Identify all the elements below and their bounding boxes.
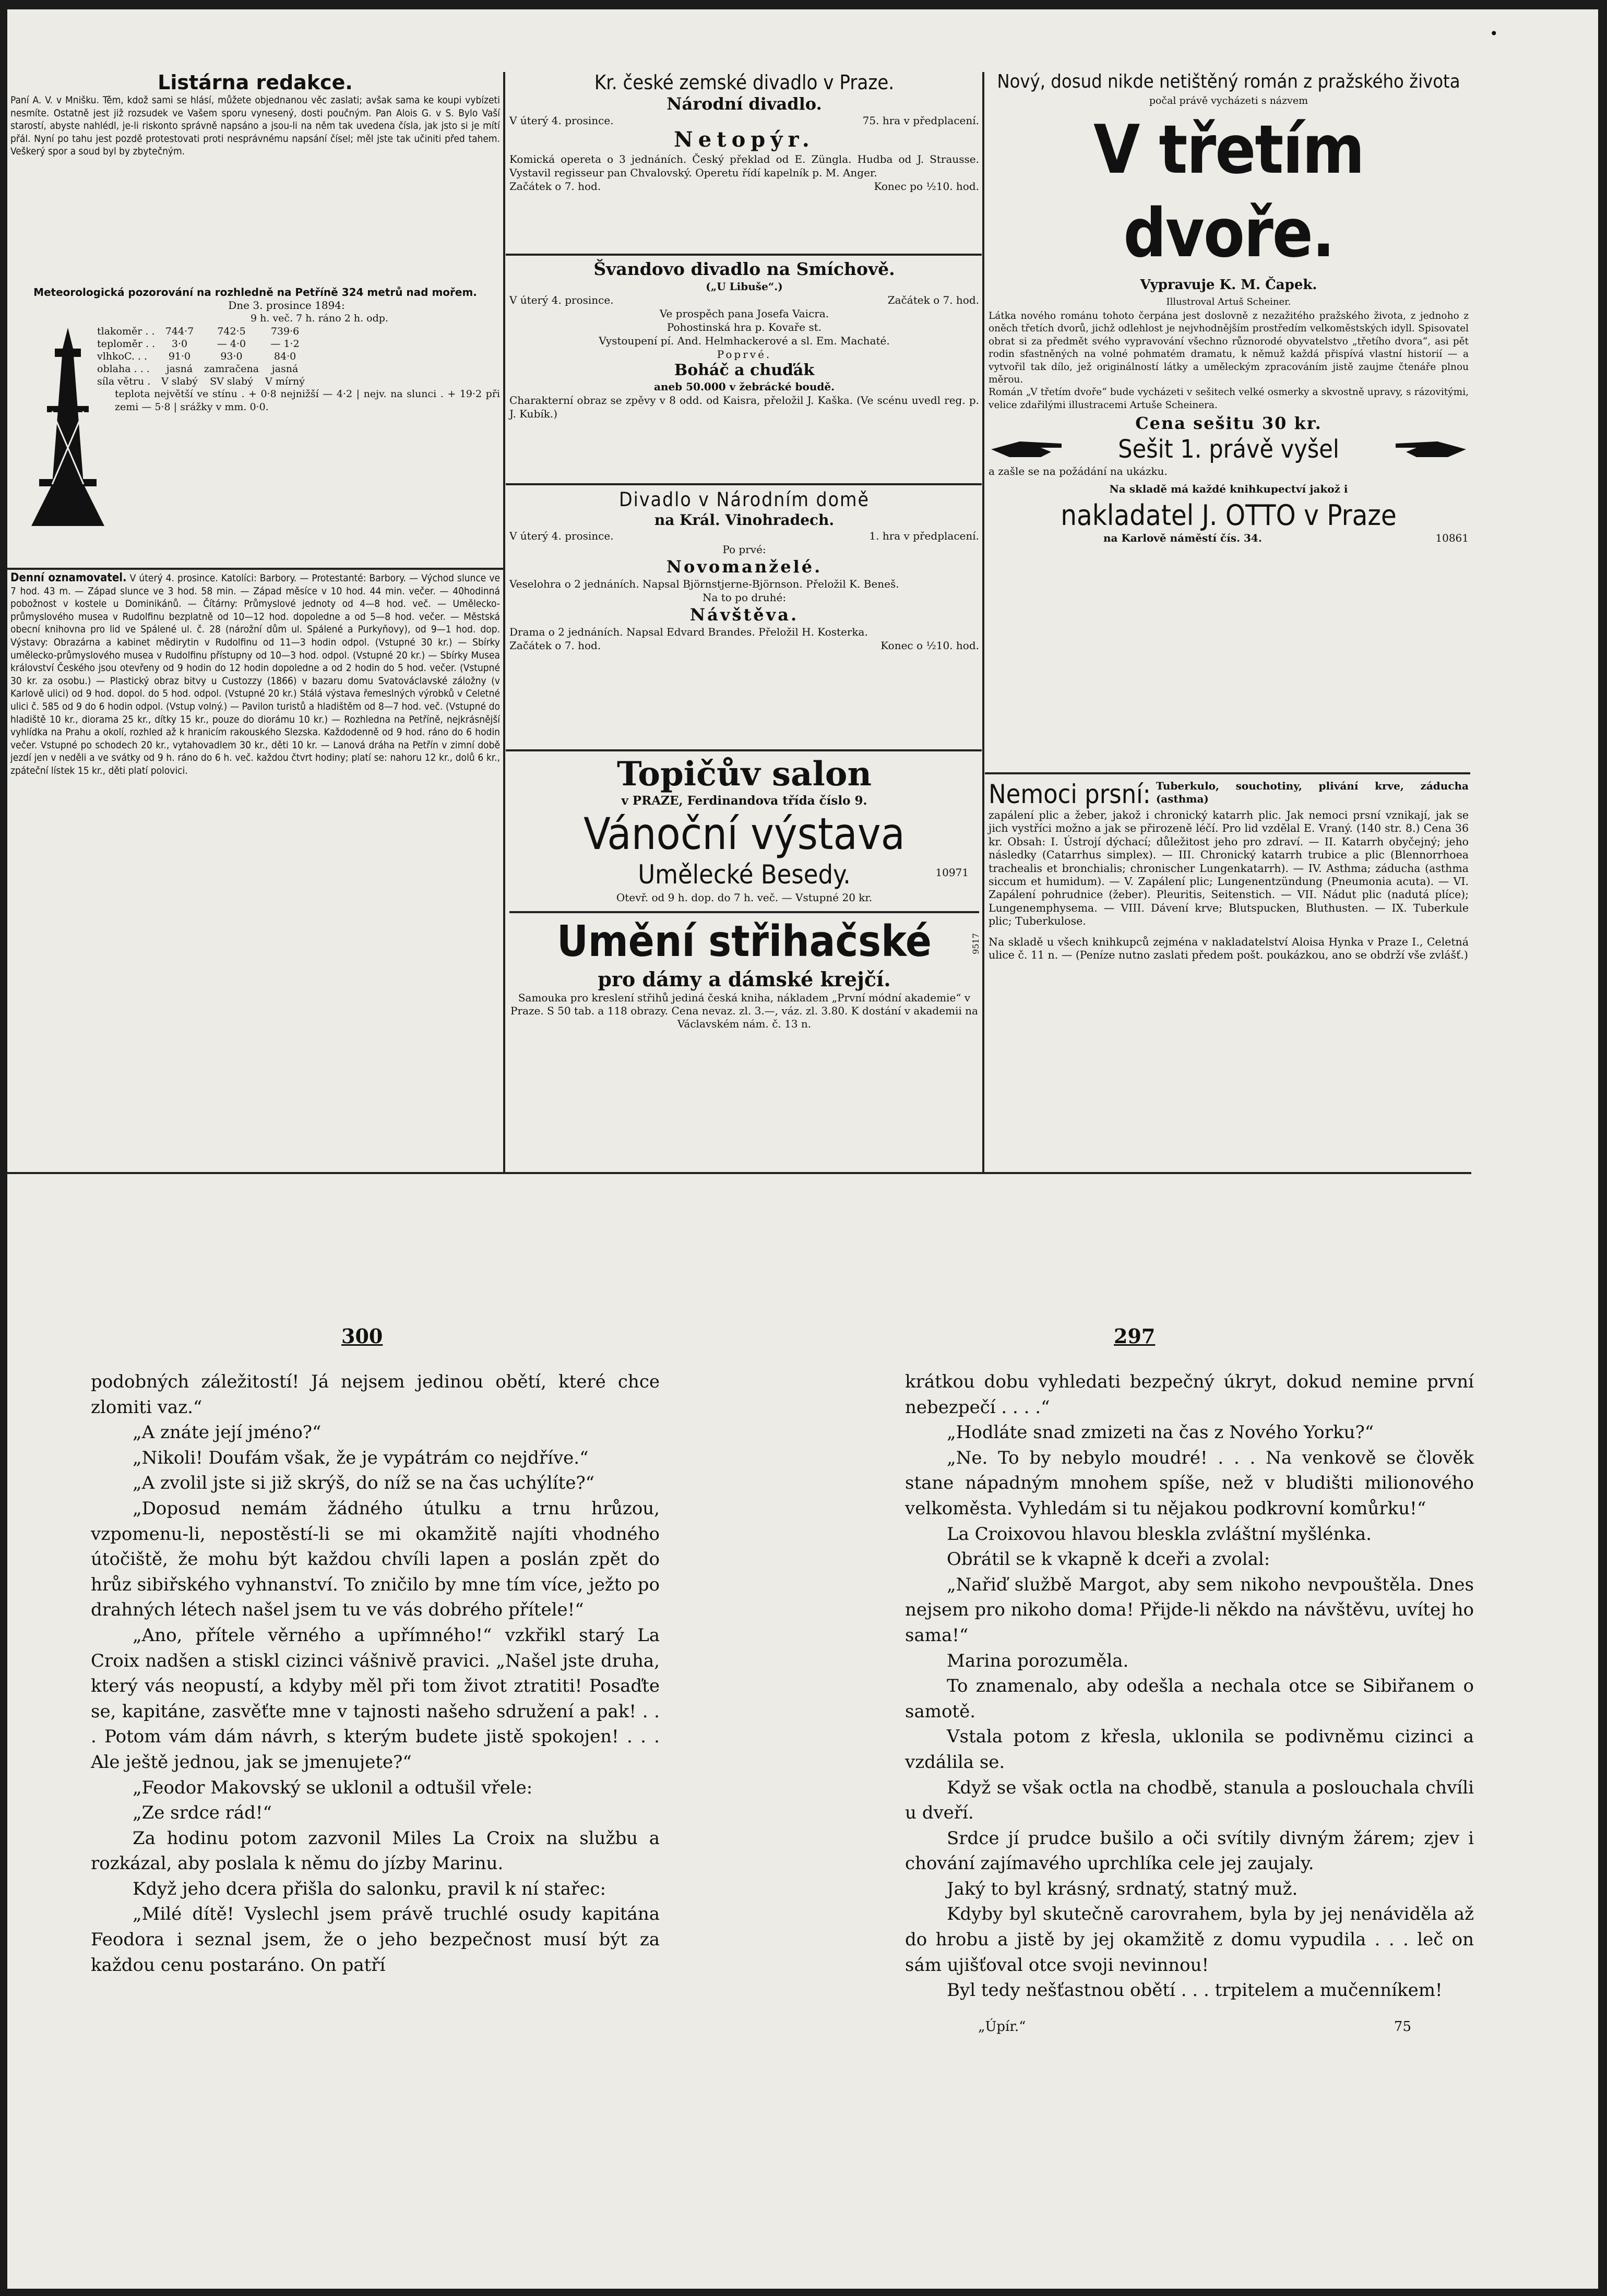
theatre2-sub: („U Libuše“.) bbox=[706, 280, 783, 293]
theatre2-dateline bbox=[509, 293, 979, 307]
medical-text: zapálení plic a žeber, jakož i chronický katarrh plic. Jak nemoci prsní vznikají, jak se jich vystříci možno a jak se přirozeně léčí. Pro lid vzdělal E. Vraný. (140 str. 8.) Cena 36 kr. Obsah: I. Ústrojí dýchací; důležitost jeho pro zdraví. — II. Katarrh obyčejný; jeho následky (Catarrhus simplex). — III. Chronický katarrh trubice a plic (Blennorrhoea trachealis et bronchialis; chronischer Lungenkatarrh). — IV. Asthma; záducha (asthma siccum et humidum). — V. Zapálení plic; Lungenentzündung (Pneumonia acuta). — VI. Zapálení pohrudnice (žeber). Pleuritis, Seitenstich. — VII. Nádut plic (nadutá plíce); Lungenemphysema. — VIII. Dávení krve; Blutspucken, Bluthusten. — IX. Tuberkule plic; Tuberkulose. bbox=[989, 809, 1469, 928]
novel-illustrator: Illustroval Artuš Scheiner. bbox=[1166, 296, 1291, 307]
story-paragraph: Marina porozuměla. bbox=[947, 1650, 1129, 1671]
theatre1-note: 75. hra v předplacení. bbox=[862, 114, 979, 127]
left-hand-pointer-icon bbox=[989, 436, 1067, 462]
theatre1-dateline bbox=[509, 114, 979, 127]
sample-line: a zašle se na požádání na ukázku. bbox=[989, 465, 1168, 478]
weather-date: Dne 3. prosince 1894: bbox=[228, 299, 345, 312]
issue-row bbox=[989, 435, 1469, 464]
publisher-address: na Karlově náměstí čís. 34. bbox=[1103, 532, 1262, 545]
newspaper-page bbox=[7, 9, 1598, 2289]
weather-value: SV slabý bbox=[210, 376, 253, 387]
story-paragraph: krátkou dobu vyhledati bezpečný úkryt, dokud nemine první nebezpečí . . . .“ bbox=[905, 1371, 1474, 1418]
weather-value: 93·0 bbox=[220, 351, 243, 362]
theatre3-start: Začátek o 7. hod. bbox=[509, 639, 601, 652]
story-paragraph: Za hodinu potom zazvonil Miles La Croix na službu a rozkázal, aby poslala k němu do jízby Marinu. bbox=[91, 1827, 660, 1874]
story-paragraph: „Hodláte snad zmizeti na čas z Nového Yorku?“ bbox=[947, 1422, 1374, 1443]
theatre3-sub: na Král. Vinohradech. bbox=[654, 511, 835, 529]
theatre2-guest2: Vystoupení pí. And. Helmhackerové a sl. Em. Machaté. bbox=[599, 334, 890, 347]
theatre2-guest: Pohostinská hra p. Kovaře st. bbox=[666, 321, 822, 333]
story-paragraph: Byl tedy nešťastnou obětí . . . trpitelem a mučenníkem! bbox=[947, 1980, 1443, 2001]
weather-value: 84·0 bbox=[273, 351, 296, 362]
novel-ad bbox=[989, 71, 1469, 545]
section-rule-col1 bbox=[7, 568, 503, 570]
issue-line: Sešit 1. právě vyšel bbox=[1118, 435, 1339, 464]
weather-value: V slabý bbox=[161, 376, 198, 387]
theatre2-benefit: Ve prospěch pana Josefa Vaicra. bbox=[659, 307, 829, 320]
stock-line: Na skladě má každé knihkupectví jakož i bbox=[1109, 483, 1348, 496]
publisher: nakladatel J. OTTO v Praze bbox=[1061, 499, 1397, 532]
salon-title: Topičův salon bbox=[616, 755, 872, 794]
expo-hours: Otevř. od 9 h. dop. do 7 h. več. — Vstupné 20 kr. bbox=[616, 891, 873, 904]
expo-rule bbox=[509, 911, 979, 913]
weather-label: oblaha . . . bbox=[97, 363, 150, 375]
right-hand-pointer-icon bbox=[1390, 436, 1469, 462]
theatre3-desc2: Drama o 2 jednáních. Napsal Edvard Brandes. Přeložil H. Kosterka. bbox=[509, 626, 868, 638]
theatre2-first: Poprvé. bbox=[717, 348, 772, 361]
theatre2-start: Začátek o 7. hod. bbox=[887, 294, 979, 306]
theatre3-date: V úterý 4. prosince. bbox=[509, 530, 614, 542]
weather-label: tlakoměr . . bbox=[97, 326, 155, 337]
cut-ad-number: 9517 bbox=[971, 933, 981, 954]
theatre-column bbox=[509, 71, 979, 193]
story-paragraph: „Feodor Makovský se uklonil a odtušil vřele: bbox=[133, 1777, 533, 1798]
theatre3-play2: Návštěva. bbox=[689, 605, 799, 625]
weather-table bbox=[94, 325, 308, 388]
theatre1-desc: Komická opereta o 3 jednáních. Český překlad od E. Züngla. Hudba od J. Strausse. Vystavil regisseur pan Chvalovský. Operetu řídí kapelník p. M. Anger. bbox=[509, 153, 979, 179]
theatre3-title: Divadlo v Národním domě bbox=[619, 488, 870, 511]
medical-head: Nemoci prsní: bbox=[989, 779, 1151, 809]
weather-value: zamračena bbox=[204, 363, 259, 375]
weather-times: 9 h. več. 7 h. ráno 2 h. odp. bbox=[251, 313, 388, 324]
story-paragraph: „Doposud nemám žádného útulku a trnu hrůzou, vzpomenu-li, nepostěstí-li se mi okamžitě najíti vhodného útočiště, že mohu být každou chvíli lapen a poslán zpět do hrůz sibiřského vyhnanství. To zničilo by mne tím více, ježto po drahných létech našel jsem tu ve vás dobrého přítele!“ bbox=[91, 1498, 660, 1621]
daily-column bbox=[10, 572, 500, 778]
theatre3-note: 1. hra v předplacení. bbox=[869, 530, 979, 542]
novel-price: Cena sešitu 30 kr. bbox=[1135, 413, 1322, 434]
story-paragraph: „Nikoli! Doufám však, že je vypátrám co nejdříve.“ bbox=[133, 1447, 589, 1468]
publisher-number: 10861 bbox=[1435, 532, 1469, 545]
section-rule-col3 bbox=[985, 772, 1470, 774]
medical-text-2: Na skladě u všech knihkupců zejména v nakladatelství Aloisa Hynka v Praze I., Celetná ulice č. 11 n. — (Peníze nutno zaslati předem pošt. poukázkou, ano se obdrží vše zvlášť.) bbox=[989, 935, 1469, 962]
letters-column bbox=[10, 71, 500, 158]
right-page-number: 297 bbox=[1114, 1324, 1156, 1348]
weather-value: — 1·2 bbox=[270, 338, 300, 350]
petrin-tower-icon bbox=[26, 328, 110, 526]
weather-value: 91·0 bbox=[168, 351, 191, 362]
expo-ad-number: 10971 bbox=[935, 866, 969, 879]
story-paragraph: Když se však octla na chodbě, stanula a poslouchala chvíli u dveří. bbox=[905, 1777, 1474, 1824]
cut-subtitle: pro dámy a dámské krejčí. bbox=[598, 967, 891, 991]
cut-title: Umění střihačské bbox=[557, 917, 932, 966]
weather-row bbox=[94, 350, 308, 363]
theatre3-play: Novomanželé. bbox=[666, 557, 823, 577]
weather-extra: teplota největší ve stínu . + 0·8 nejnižší — 4·2 | nejv. na slunci . + 19·2 při zemi — 5·8 | srážky v mm. 0·0. bbox=[115, 388, 500, 413]
story-paragraph: Srdce jí prudce bušilo a oči svítily divným žárem; zjev i chování zajímavého uprchlíka cele jej zaujaly. bbox=[905, 1827, 1474, 1874]
weather-value: jasná bbox=[166, 363, 193, 375]
weather-value: 3·0 bbox=[171, 338, 188, 350]
bottom-rule-upper bbox=[7, 1172, 1471, 1174]
theatre1-date: V úterý 4. prosince. bbox=[509, 114, 614, 127]
story-left-column bbox=[91, 1369, 660, 1978]
story-paragraph: Když jeho dcera přišla do salonku, pravil k ní stařec: bbox=[133, 1878, 606, 1899]
column-rule-1 bbox=[503, 72, 505, 1173]
section-rule-col2-2 bbox=[506, 483, 982, 485]
weather-section bbox=[10, 286, 500, 414]
weather-label: vlhkoC. . . bbox=[97, 351, 148, 362]
daily-text: V úterý 4. prosince. Katolíci: Barbory. — Protestanté: Barbory. — Východ slunce ve 7 hod. 43 m. — Západ slunce ve 3 hod. 58 min. — Západ měsíce v 10 hod. 44 min. večer. — 40hodinná pobožnost v kostele u Dominikánů. — Čítárny: Průmyslové jednoty od 4—8 hod. več. — Umělecko-průmyslového musea v Rudolfinu bezplatně od 10—12 hod. dopoledne a od 5—8 hod. večer. — Městská obecní knihovna pro lid ve Spálené ul. č. 28 (nárožní dům ul. Spálené a Purkyňovy), od 9—1 hod. dop. Výstavy: Obrazárna a kabinet mědirytin v Rudolfinu od 11—3 hodin odpol. (Vstupné 30 kr.) — Sbírky umělecko-průmyslového musea v Rudolfinu přístupny od 10—3 hod. odpol. (Vstupné 20 kr.) — Sbírky Musea království Českého jsou otevřeny od 9 hodin do 12 hodin dopoledne a od 2 hodin do 5 hod. večer. (Vstupné 30 kr. za osobu.) — Plastický obraz bitvy u Custozzy (1866) v bazaru domu Svatováclavské záložny (v Karlově ulici) od 9 hod. dopol. do 5 hod. odpol. (Vstupné 20 kr.) Stálá výstava řemeslných výrobků v Celetné ulici č. 585 od 9 do 6 hodin odpol. (Vstup volný.) — Pavilon turistů a hladištěm od 8—7 hod. več. (Vstupné do hladiště 10 kr., diorama 25 kr., dítky 15 kr., pouze do diorámu 10 kr.) — Rozhledna na Petříně, nejkrásnější vyhlídka na Prahu a okolí, rozhled až k hranicím rakouského Slezska. Každodenně od 9 hod. ráno do 6 hodin večer. Vstupné po schodech 20 kr., vytahovadlem 30 kr., děti 10 kr. — Lanová dráha na Petřín v zimní době jezdí jen v neděli a ve svátky od 9 h. ráno do 6 h. več. každou čtvrt hodiny; platí se: nahoru 12 kr., dolů 6 kr., zpáteční lístek 15 kr., děti platí polovici. bbox=[10, 572, 500, 776]
weather-row bbox=[94, 325, 308, 338]
page-corner-mark: • bbox=[1490, 25, 1498, 42]
column-rule-2 bbox=[982, 72, 984, 1173]
medical-head-row bbox=[989, 780, 1469, 809]
theatre1-play: Netopýr. bbox=[674, 127, 815, 152]
weather-value: 744·7 bbox=[165, 326, 194, 337]
story-footer bbox=[905, 2019, 1474, 2035]
novel-extra: Román „V třetím dvoře“ bude vycházeti v sešitech velké osmerky a skvostně upravy, s rázovitými, velice zdařilými illustracemi Artuše Scheinera. bbox=[989, 387, 1469, 411]
theatre3-times bbox=[509, 639, 979, 652]
story-paragraph: Jaký to byl krásný, srdnatý, statný muž. bbox=[947, 1878, 1298, 1899]
expo-title: Vánoční výstava bbox=[584, 808, 905, 859]
salon-address: v PRAZE, Ferdinandova třída číslo 9. bbox=[621, 794, 867, 808]
medical-ad bbox=[989, 780, 1469, 962]
theatre1-end: Konec po ½10. hod. bbox=[874, 180, 979, 193]
weather-row bbox=[94, 363, 308, 375]
weather-label: síla větru . bbox=[97, 376, 151, 387]
letters-heading: Listárna redakce. bbox=[158, 71, 353, 94]
theatre3-second: Na to po druhé: bbox=[702, 591, 787, 604]
story-paragraph: podobných záležitostí! Já nejsem jedinou obětí, které chce zlomiti vaz.“ bbox=[91, 1371, 660, 1418]
theatre3-dateline bbox=[509, 529, 979, 543]
weather-row bbox=[94, 375, 308, 388]
weather-value: 739·6 bbox=[270, 326, 300, 337]
weather-value: 742·5 bbox=[217, 326, 246, 337]
story-paragraph: „A znáte její jméno?“ bbox=[133, 1422, 322, 1443]
story-paragraph: „Ne. To by nebylo moudré! . . . Na venkově se člověk stane nápadným mnohem spíše, než v bludišti milionového velkoměsta. Vyhledám si tu nějakou podkrovní komůrku!“ bbox=[905, 1447, 1474, 1519]
theatre2-desc: Charakterní obraz se zpěvy v 8 odd. od Kaisra, přeložil J. Kaška. (Ve scénu uvedl reg. p. J. Kubík.) bbox=[509, 394, 979, 420]
theatre1-times bbox=[509, 180, 979, 193]
weather-row bbox=[94, 338, 308, 350]
theatre2-play2: aneb 50.000 v žebrácké boudě. bbox=[653, 380, 835, 393]
expo-sub-row bbox=[509, 859, 979, 890]
theatre2-title: Švandovo divadlo na Smíchově. bbox=[593, 259, 895, 279]
novel-description: Látka nového románu tohoto čerpána jest doslovně z nezažitého pražského života, z jednoho z oněch třetích dvorů, jichž odlehlost je nejvhodnějším prostředím velkoměstských idyll. Spisovatel obrat si za předmět svého vypravování všechno různorodé obyvatelstvo „třetího dvora“, asi pět rodin sfastněných na volné pohmatém dramatu, k němuž každá přispívá vlastní historií — a vytvořil tak dílo, jež originálností látky a uměleckým zpracováním jistě zaujme čtenáře plnou měrou. bbox=[989, 310, 1469, 386]
theatre1-title: Kr. české zemské divadlo v Praze. bbox=[594, 71, 895, 94]
novel-title: V třetím dvoře. bbox=[1093, 111, 1364, 272]
expo-subtitle: Umělecké Besedy. bbox=[638, 859, 851, 890]
section-rule-col2-1 bbox=[506, 254, 982, 256]
story-paragraph: Obrátil se k vkapně k dceři a zvolal: bbox=[947, 1549, 1270, 1570]
story-paragraph: „Nařiď službě Margot, aby sem nikoho nevpouštěla. Dnes nejsem pro nikoho doma! Přijde-li někdo na návštěvu, uvítej ho sama!“ bbox=[905, 1574, 1474, 1646]
story-right-column bbox=[905, 1369, 1474, 2035]
story-paragraph: „Milé dítě! Vyslechl jsem právě truchlé osudy kapitána Feodora i seznal jsem, že o jeho bezpečnost musí být za každou cenu postaráno. On patří bbox=[91, 1904, 660, 1976]
story-paragraph: La Croixovou hlavou bleskla zvláštní myšlénka. bbox=[947, 1523, 1372, 1545]
story-paragraph: „Ano, přítele věrného a upřímného!“ vzkřikl starý La Croix nadšen a stiskl cizinci vášnivě pravici. „Našel jste druha, který vás neopustí, a kdyby měl při tom život ztratiti! Posaďte se, kapitáne, zasvěťte mne v tajnosti našeho sdružení a pak! . . . Potom vám dám návrh, s kterým budete jistě spokojen! . . . Ale ještě jednou, jak se jmenujete?“ bbox=[91, 1624, 660, 1773]
theatre1-sub: Národní divadlo. bbox=[666, 94, 822, 114]
story-paragraph: To znamenalo, aby odešla a nechala otce se Sibiřanem o samotě. bbox=[905, 1676, 1474, 1722]
weather-value: jasná bbox=[271, 363, 299, 375]
theatre3-end: Konec o ½10. hod. bbox=[880, 639, 979, 652]
story-footer-title: „Úpír.“ bbox=[978, 2018, 1026, 2035]
center-ads bbox=[509, 756, 979, 1031]
left-page-number: 300 bbox=[341, 1324, 383, 1348]
story-paragraph: Vstala potom z křesla, uklonila se podivněmu cizinci a vzdálila se. bbox=[905, 1726, 1474, 1773]
story-paragraph: Kdyby byl skutečně carovrahem, byla by jej nenáviděla až do hrobu a jistě by jej okamžitě z domu vypudila . . . leč on sám ujišťoval otce svoji nevinnou! bbox=[905, 1904, 1474, 1976]
daily-heading: Denní oznamovatel. bbox=[10, 571, 127, 584]
story-paragraph: „A zvolil jste si již skrýš, do níž se na čas uchýlíte?“ bbox=[133, 1473, 595, 1494]
medical-head-sub: Tuberkulo, souchotiny, plivání krve, záducha (asthma) bbox=[1156, 780, 1469, 805]
weather-value: V mírný bbox=[265, 376, 305, 387]
theatre3-first: Po prvé: bbox=[722, 543, 766, 556]
cut-text: Samouka pro kreslení střihů jediná česká kniha, nákladem „První módní akademie“ v Praze. S 50 tab. a 118 obrazy. Cena nevaz. zl. 3.—, váz. zl. 3.80. K dostání v akademii na Václavském nám. č. 13 n. bbox=[510, 991, 978, 1030]
theatre3-block bbox=[509, 488, 979, 652]
novel-intro: počal právě vycházeti s názvem bbox=[1149, 95, 1308, 106]
cut-title-row bbox=[509, 916, 979, 967]
letters-text: Paní A. V. v Mnišku. Těm, kdož sami se hlásí, můžete objednanou věc zaslati; avšak sama ke koupi vybízeti nesmíte. Ostatně jest již rozsudek ve Vašem sporu vynesený, dosti poučným. Pan Alois G. v S. Bylo Vaší starostí, abyste nahlédl, je-li riskonto správně napsáno a jsou-li na něm tak uvedena čísla, jak jsto si je mítí přál. Nyní po tahu jest pozdě protestovati proti nesprávnému napsání čísel; měl jste tak učiniti před tahem. Veškerý spor a soud byl by zbytečným. bbox=[10, 94, 500, 158]
weather-label: teploměr . . bbox=[97, 338, 156, 350]
theatre1-start: Začátek o 7. hod. bbox=[509, 180, 601, 193]
publisher-row bbox=[989, 532, 1469, 545]
theatre2-block bbox=[509, 259, 979, 421]
daily-block bbox=[10, 572, 500, 778]
theatre2-date: V úterý 4. prosince. bbox=[509, 294, 614, 306]
novel-author: Vypravuje K. M. Čapek. bbox=[1140, 277, 1317, 293]
theatre3-desc: Veselohra o 2 jednáních. Napsal Björnstjerne-Björnson. Přeložil K. Beneš. bbox=[509, 578, 899, 590]
theatre2-play: Boháč a chuďák bbox=[674, 361, 815, 379]
story-footer-number: 75 bbox=[1394, 2018, 1411, 2035]
story-paragraph: „Ze srdce rád!“ bbox=[133, 1802, 272, 1824]
weather-title: Meteorologická pozorování na rozhledně na Petříně 324 metrů nad mořem. bbox=[33, 286, 477, 298]
novel-head: Nový, dosud nikde netištěný román z pražského života bbox=[997, 71, 1460, 92]
section-rule-col2-3 bbox=[506, 749, 982, 751]
weather-value: — 4·0 bbox=[217, 338, 246, 350]
